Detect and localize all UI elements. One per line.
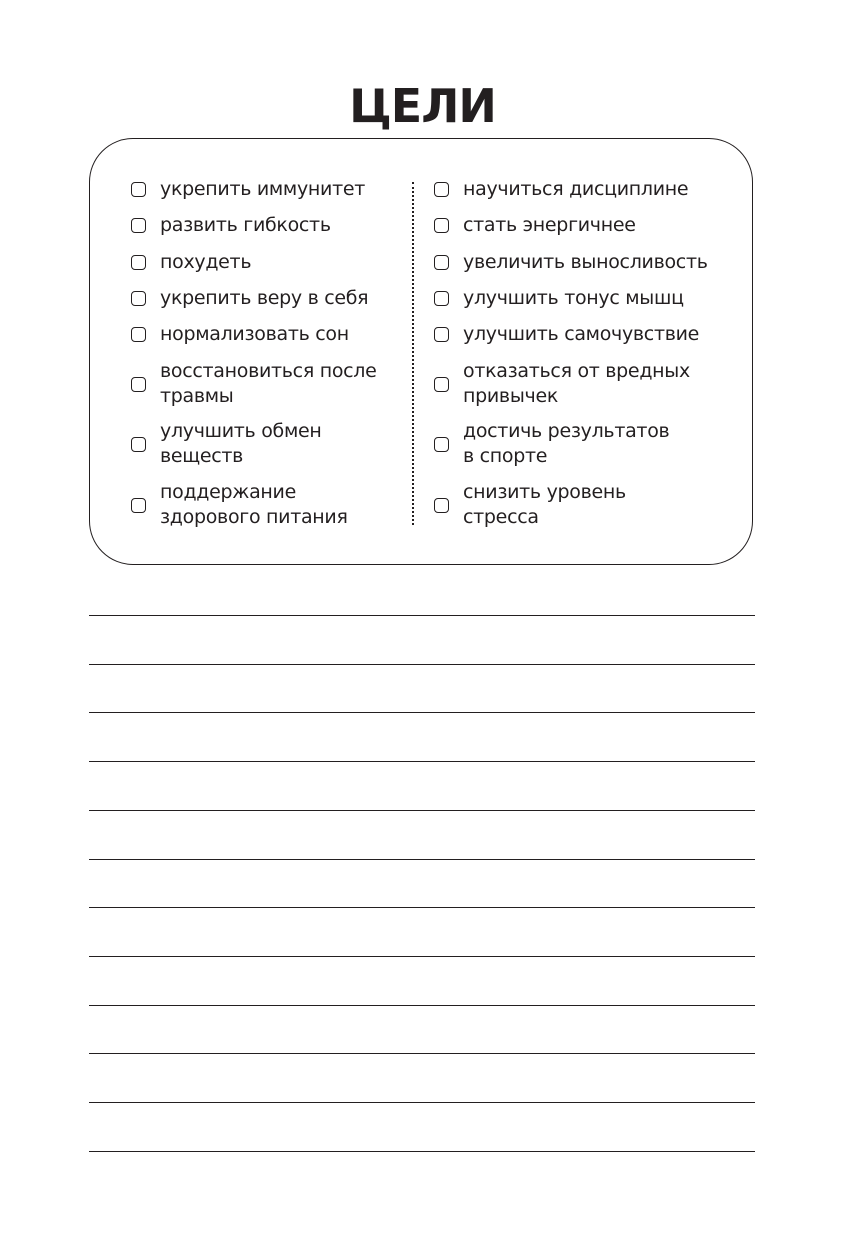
writing-line[interactable] [89,956,755,957]
goal-label: улучшить тонус мышц [463,287,684,309]
goal-item-endurance[interactable] [434,250,734,275]
checkbox[interactable] [131,291,146,306]
writing-line[interactable] [89,1053,755,1054]
checkbox[interactable] [131,182,146,197]
checkbox[interactable] [131,327,146,342]
goal-item-reduce-stress[interactable] [434,480,734,530]
goal-label: отказаться от вредных привычек [463,360,690,407]
checkbox[interactable] [131,437,146,452]
writing-line[interactable] [89,907,755,908]
writing-line[interactable] [89,615,755,616]
writing-line[interactable] [89,810,755,811]
goal-label: достичь результатов в спорте [463,420,670,467]
goal-item-self-confidence[interactable] [131,286,401,311]
checkbox[interactable] [131,255,146,270]
checkbox[interactable] [434,218,449,233]
checkbox[interactable] [131,218,146,233]
goal-item-injury-recovery[interactable] [131,359,401,409]
goal-item-develop-flexibility[interactable] [131,213,401,238]
goal-label: похудеть [160,251,252,273]
goal-label: укрепить веру в себя [160,287,369,309]
goal-item-well-being[interactable] [434,322,734,347]
goal-label: поддержание здорового питания [160,481,348,528]
goal-item-strengthen-immunity[interactable] [131,177,401,202]
checkbox[interactable] [131,498,146,513]
goal-item-lose-weight[interactable] [131,250,401,275]
goal-label: нормализовать сон [160,323,349,345]
goal-item-normalize-sleep[interactable] [131,322,401,347]
checkbox[interactable] [434,437,449,452]
checkbox[interactable] [434,498,449,513]
goal-item-healthy-eating[interactable] [131,480,401,530]
goal-item-sport-results[interactable] [434,419,734,469]
checkbox[interactable] [434,377,449,392]
goal-label: увеличить выносливость [463,251,708,273]
writing-line[interactable] [89,1151,755,1152]
writing-line[interactable] [89,664,755,665]
writing-line[interactable] [89,1102,755,1103]
checkbox[interactable] [434,291,449,306]
goal-item-improve-metabolism[interactable] [131,419,401,469]
goal-item-quit-bad-habits[interactable] [434,359,734,409]
checkbox[interactable] [434,182,449,197]
goal-label: снизить уровень стресса [463,481,626,528]
checkbox[interactable] [131,377,146,392]
goal-label: укрепить иммунитет [160,178,366,200]
checkbox[interactable] [434,255,449,270]
writing-line[interactable] [89,761,755,762]
checkbox[interactable] [434,327,449,342]
writing-line[interactable] [89,859,755,860]
writing-line[interactable] [89,1005,755,1006]
goal-label: улучшить самочувствие [463,323,700,345]
writing-line[interactable] [89,712,755,713]
goal-item-more-energy[interactable] [434,213,734,238]
page-title: ЦЕЛИ [349,79,496,133]
goal-label: стать энергичнее [463,214,636,236]
goal-label: развить гибкость [160,214,331,236]
goal-item-muscle-tone[interactable] [434,286,734,311]
goal-label: улучшить обмен веществ [160,420,322,467]
column-divider [412,182,414,525]
goal-label: восстановиться после травмы [160,360,377,407]
goal-item-learn-discipline[interactable] [434,177,734,202]
goal-label: научиться дисциплине [463,178,689,200]
